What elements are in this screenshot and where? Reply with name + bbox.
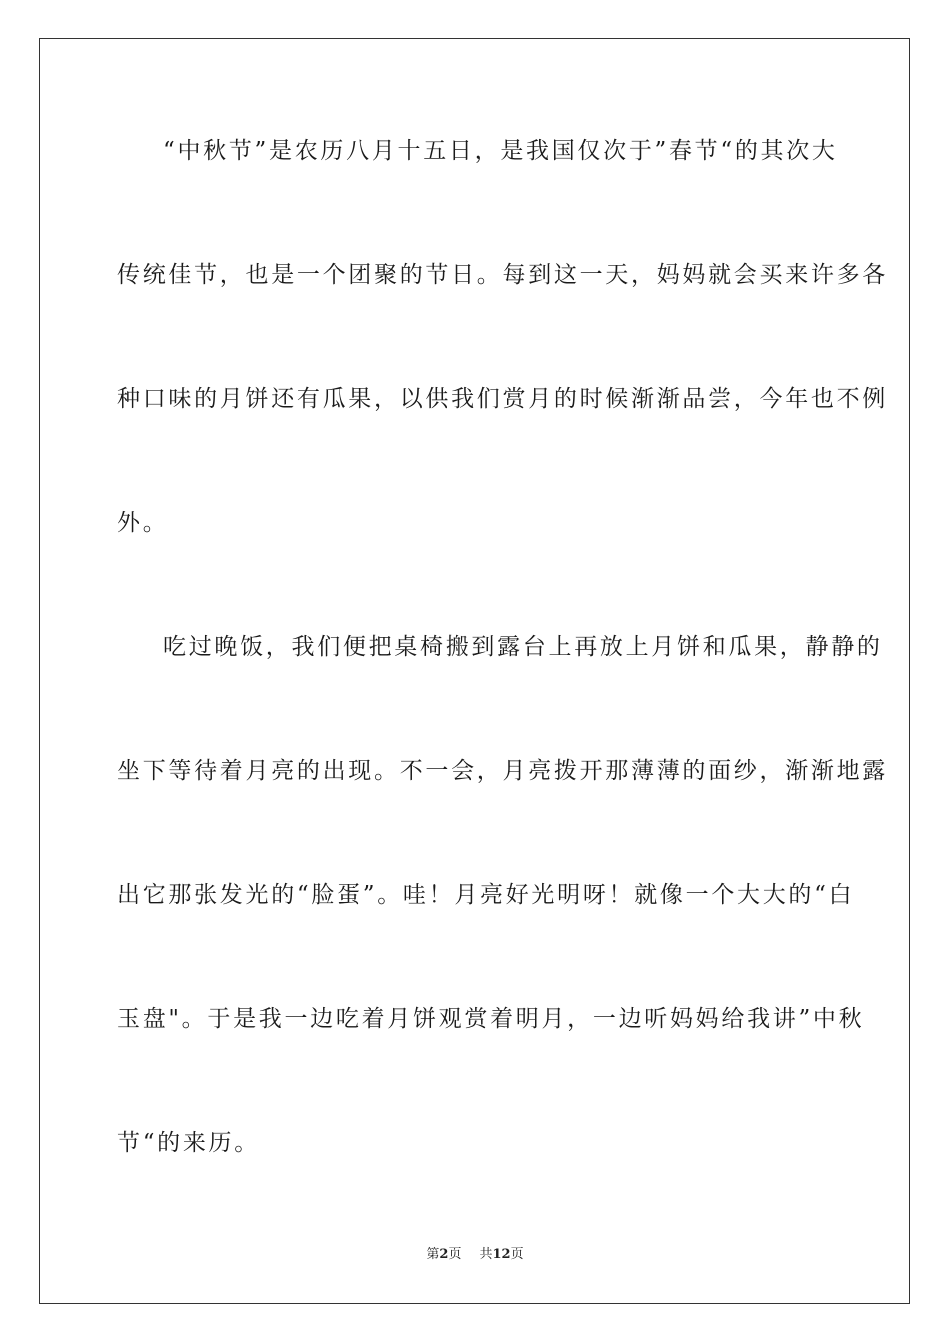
total-label-suffix: 页	[510, 1247, 524, 1262]
paragraph-2-line-1: 吃过晚饭，我们便把桌椅搬到露台上再放上月饼和瓜果，静静的	[163, 634, 883, 660]
page-label-suffix: 页	[448, 1247, 462, 1262]
paragraph-1-line-4: 外。	[117, 510, 169, 536]
paragraph-2-line-3: 出它那张发光的“脸蛋”。哇！月亮好光明呀！就像一个大大的“白	[117, 882, 855, 908]
paragraph-1-line-1: “中秋节”是农历八月十五日，是我国仅次于”春节“的其次大	[163, 138, 838, 164]
total-pages: 12	[492, 1247, 511, 1262]
paragraph-1-line-3: 种口味的月饼还有瓜果，以供我们赏月的时候渐渐品尝，今年也不例	[117, 386, 888, 412]
page-border	[39, 38, 910, 1304]
paragraph-1-line-2: 传统佳节，也是一个团聚的节日。每到这一天，妈妈就会买来许多各	[117, 262, 888, 288]
page-label-prefix: 第	[426, 1247, 440, 1262]
paragraph-2-line-2: 坐下等待着月亮的出现。不一会，月亮拨开那薄薄的面纱，渐渐地露	[117, 758, 888, 784]
total-label-prefix: 共	[479, 1247, 493, 1262]
paragraph-2-line-5: 节“的来历。	[117, 1130, 260, 1156]
paragraph-2-line-4: 玉盘"。于是我一边吃着月饼观赏着明月，一边听妈妈给我讲”中秋	[117, 1006, 865, 1032]
page-number: 2	[439, 1247, 449, 1262]
page-footer	[0, 1245, 950, 1265]
